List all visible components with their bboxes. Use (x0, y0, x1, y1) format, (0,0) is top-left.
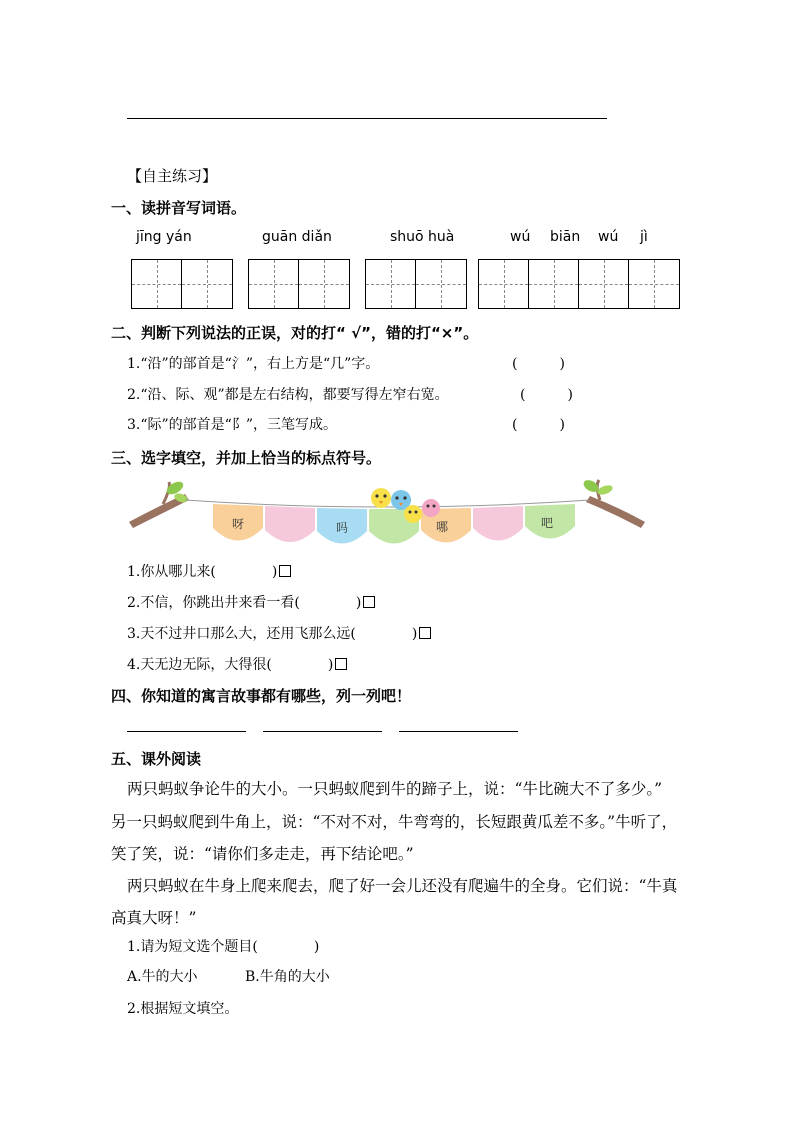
bunting-illustration (125, 478, 650, 550)
q2-answer-2[interactable]: ( ) (520, 387, 573, 403)
answer-line-1[interactable] (127, 731, 246, 732)
q3-item-2: 2.不信，你跳出井来看一看( ) (127, 592, 375, 612)
answer-line-3[interactable] (399, 731, 518, 732)
q5-question-1[interactable]: 1.请为短文选个题目( ) (127, 939, 320, 955)
q2-title: 二、判断下列说法的正误，对的打“ √”，错的打“×”。 (111, 324, 479, 342)
pinyin-4d: jì (640, 229, 648, 245)
right-branch (586, 496, 645, 528)
flag-2 (265, 506, 315, 542)
q5-question-2: 2.根据短文填空。 (127, 1001, 239, 1017)
q2-item-2: 2.“沿、际、观”都是左右结构，都要写得左窄右宽。 (127, 387, 449, 403)
flag-6 (473, 506, 523, 541)
q2-item-3: 3.“际”的部首是“阝”，三笔写成。 (127, 417, 337, 433)
passage-line-5: 高真大呀！” (111, 909, 197, 927)
answer-box[interactable] (335, 658, 347, 670)
pinyin-2: guān diǎn (262, 229, 332, 245)
answer-line-2[interactable] (263, 731, 382, 732)
q3-item-4: 4.天无边无际，大得很( ) (127, 654, 347, 674)
top-rule (127, 118, 607, 119)
flag-label-1: 呀 (232, 517, 245, 531)
q5-option-a[interactable]: A.牛的大小 (127, 969, 198, 985)
pinyin-1: jīng yán (136, 229, 192, 245)
section-tag: 【自主练习】 (127, 167, 218, 185)
pinyin-3: shuō huà (390, 229, 455, 245)
writing-grid-3[interactable] (365, 259, 467, 309)
writing-grid-2[interactable] (248, 259, 350, 309)
q3-title: 三、选字填空，并加上恰当的标点符号。 (111, 449, 382, 467)
q1-title: 一、读拼音写词语。 (111, 199, 247, 217)
passage-line-1: 两只蚂蚁争论牛的大小。一只蚂蚁爬到牛的蹄子上，说：“牛比碗大不了多少。” (127, 780, 663, 798)
passage-line-2: 另一只蚂蚁爬到牛角上，说：“不对不对，牛弯弯的，长短跟黄瓜差不多。”牛听了， (111, 813, 678, 831)
q5-title: 五、课外阅读 (111, 750, 202, 768)
answer-box[interactable] (279, 565, 291, 577)
passage-line-3: 笑了笑，说：“请你们多走走，再下结论吧。” (111, 845, 414, 863)
flag-label-2: 吗 (336, 521, 349, 535)
q2-answer-3[interactable]: ( ) (512, 417, 565, 433)
passage-line-4: 两只蚂蚁在牛身上爬来爬去，爬了好一会儿还没有爬遍牛的全身。它们说：“牛真 (127, 877, 678, 895)
pinyin-4b: biān (550, 229, 581, 245)
q3-item-3: 3.天不过井口那么大，还用飞那么远( ) (127, 623, 431, 643)
q2-item-1: 1.“沿”的部首是“氵”，右上方是“几”字。 (127, 356, 380, 372)
q4-title: 四、你知道的寓言故事都有哪些，列一列吧！ (111, 687, 412, 705)
flag-label-3: 哪 (436, 520, 449, 534)
writing-grid-1[interactable] (131, 259, 233, 309)
q3-item-1: 1.你从哪儿来( ) (127, 561, 291, 581)
answer-box[interactable] (363, 596, 375, 608)
writing-grid-4[interactable] (478, 259, 680, 309)
flag-label-4: 吧 (541, 516, 554, 530)
pinyin-4a: wú (510, 229, 531, 245)
q2-answer-1[interactable]: ( ) (512, 356, 565, 372)
pinyin-4c: wú (598, 229, 619, 245)
q5-option-b[interactable]: B.牛角的大小 (245, 969, 330, 985)
answer-box[interactable] (419, 627, 431, 639)
